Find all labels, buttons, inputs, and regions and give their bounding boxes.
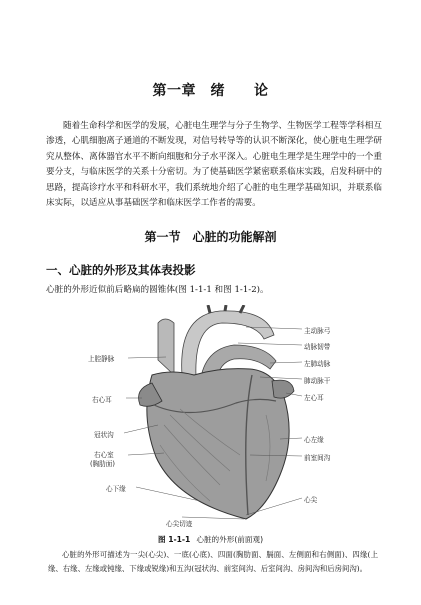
description-paragraph: 心脏的外形可描述为一尖(心尖)、一底(心底)、四面(胸肋面、膈面、左侧面和右侧面)、四缘(上缘、右缘、左缘或钝缘、下缘或锐缘)和五沟(冠状沟、前室间沟、后室间沟、房间沟和后房间沟)。 bbox=[48, 550, 378, 573]
subsection-title: 一、心脏的外形及其体表投影 bbox=[46, 263, 196, 277]
label-aortic-arch: 主动脉弓 bbox=[304, 327, 331, 335]
section-title: 第一节 心脏的功能解剖 bbox=[144, 230, 277, 244]
figure-caption-text: 心脏的外形(前面观) bbox=[196, 535, 264, 544]
label-left-border: 心左缘 bbox=[304, 436, 324, 444]
label-right-auricle: 右心耳 bbox=[92, 396, 112, 404]
label-apex: 心尖 bbox=[304, 496, 318, 504]
label-superior-vena-cava: 上腔静脉 bbox=[88, 355, 115, 363]
label-sternocostal-surface: (胸肋面) bbox=[90, 460, 115, 468]
label-anterior-interventricular-sulcus: 前室间沟 bbox=[304, 454, 331, 462]
label-inferior-border: 心下缘 bbox=[106, 485, 126, 493]
label-apex-notch: 心尖切迹 bbox=[166, 520, 193, 528]
label-left-auricle: 左心耳 bbox=[304, 394, 324, 402]
label-pulmonary-trunk: 肺动脉干 bbox=[304, 377, 331, 385]
label-arterial-ligament: 动脉韧带 bbox=[304, 343, 331, 351]
label-left-pulmonary-artery: 左肺动脉 bbox=[304, 360, 331, 368]
subsection-text: 心脏的外形近似前后略扁的圆锥体(图 1-1-1 和图 1-1-2)。 bbox=[46, 285, 269, 295]
heart-figure bbox=[70, 305, 360, 530]
label-coronary-sulcus: 冠状沟 bbox=[94, 431, 114, 439]
chapter-title: 第一章 绪 论 bbox=[152, 83, 269, 99]
figure-caption bbox=[0, 534, 421, 545]
figure-caption-number: 图 1-1-1 bbox=[157, 535, 191, 544]
intro-paragraph: 随着生命科学和医学的发展，心脏电生理学与分子生物学、生物医学工程等学科相互渗透，心肌细胞离子通道的不断发现，对信号转导等的认识不断深化，使心脏电生理学研究从整体、离体器官水平不断向细胞和分子水平深入。心脏电生理学是生理学中的一个重要分支，与临床医学的关系十分密切。为了使基础医学紧密联系临床实践，启发科研中的思路，提高诊疗水平和科研水平，我们系统地介绍了心脏的电生理学基础知识，并联系临床实际，以适应从事基础医学和临床医学工作者的需要。 bbox=[46, 121, 382, 209]
label-right-ventricle: 右心室 bbox=[94, 451, 114, 459]
